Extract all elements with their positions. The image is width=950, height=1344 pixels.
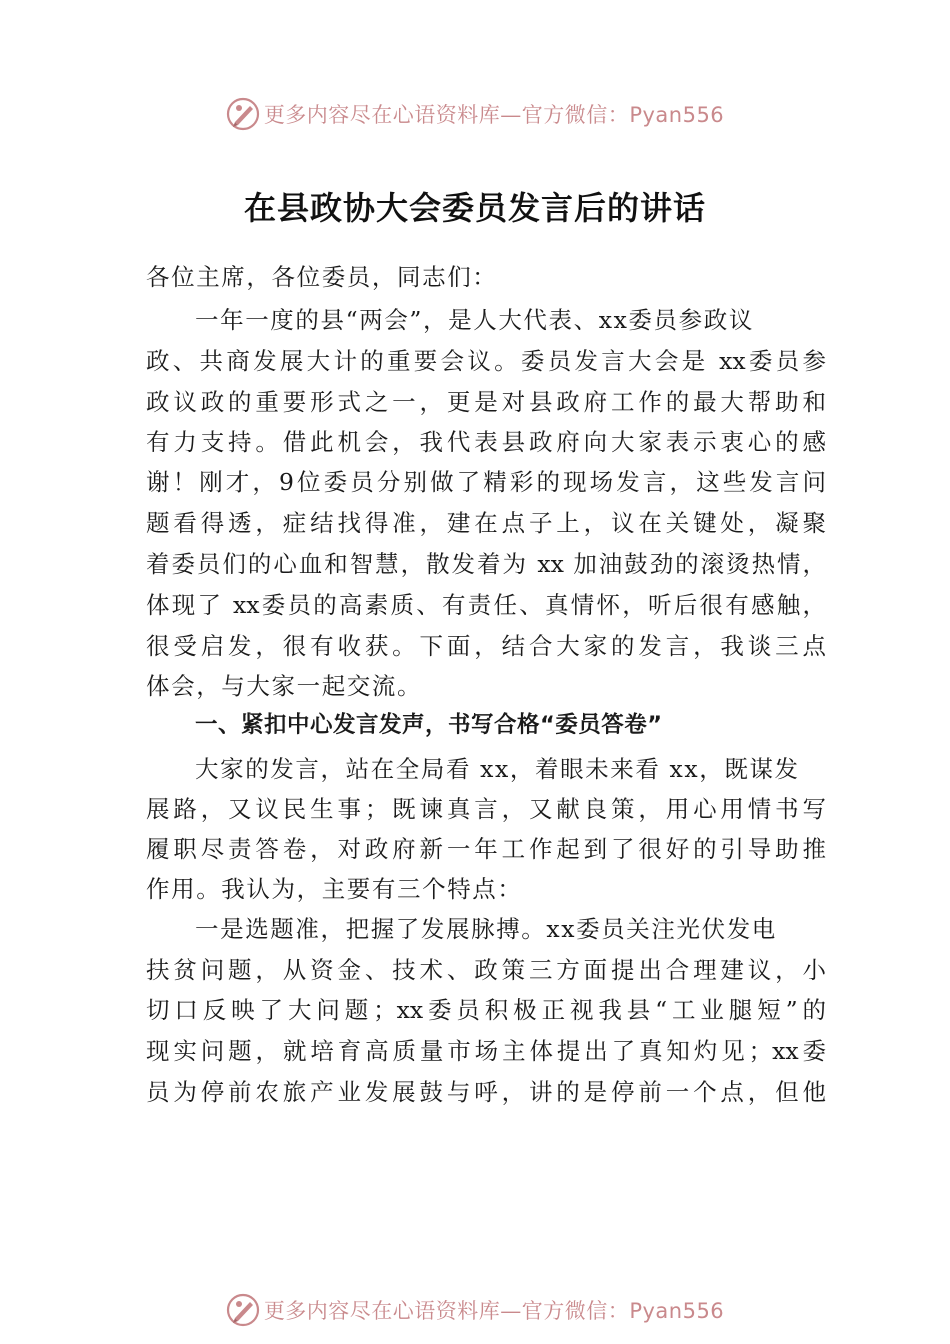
paragraph-line: 体现了 xx委员的高素质、有责任、真情怀，听后很有感触， bbox=[146, 591, 826, 619]
paragraph-line: 切口反映了大问题；xx委员积极正视我县“工业腿短”的 bbox=[146, 996, 826, 1024]
paragraph-line: 一是选题准，把握了发展脉搏。xx委员关注光伏发电 bbox=[195, 915, 777, 943]
paragraph-line: 现实问题，就培育高质量市场主体提出了真知灼见；xx委 bbox=[146, 1037, 826, 1065]
paragraph-line: 一年一度的县“两会”，是人大代表、xx委员参政议 bbox=[195, 306, 754, 334]
paragraph-line: 政、共商发展大计的重要会议。委员发言大会是 xx委员参 bbox=[146, 347, 826, 375]
paragraph-line: 政议政的重要形式之一，更是对县政府工作的最大帮助和 bbox=[146, 388, 826, 416]
paragraph-line: 展路，又议民生事；既谏真言，又献良策，用心用情书写 bbox=[146, 795, 826, 823]
paragraph-line: 有力支持。借此机会，我代表县政府向大家表示衷心的感 bbox=[146, 428, 826, 456]
paragraph-line: 员为停前农旅产业发展鼓与呼，讲的是停前一个点，但他 bbox=[146, 1078, 826, 1106]
paragraph-line: 谢！刚才，9位委员分别做了精彩的现场发言，这些发言问 bbox=[146, 468, 826, 496]
wechat-id: Pyan556 bbox=[629, 103, 725, 127]
section-heading-1: 一、紧扣中心发言发声，书写合格“委员答卷” bbox=[195, 712, 663, 738]
footer-watermark bbox=[0, 1288, 950, 1332]
paragraph-line: 履职尽责答卷，对政府新一年工作起到了很好的引导助推 bbox=[146, 835, 826, 863]
paragraph-line: 体会，与大家一起交流。 bbox=[146, 672, 423, 700]
salutation-line: 各位主席，各位委员，同志们： bbox=[146, 263, 498, 291]
document-title: 在县政协大会委员发言后的讲话 bbox=[243, 189, 706, 227]
paragraph-line: 扶贫问题，从资金、技术、政策三方面提出合理建议，小 bbox=[146, 956, 826, 984]
wechat-id: Pyan556 bbox=[629, 1299, 725, 1323]
watermark-text: 更多内容尽在心语资料库—官方微信：Pyan556 bbox=[263, 103, 725, 127]
paragraph-line: 题看得透，症结找得准，建在点子上，议在关键处，凝聚 bbox=[146, 509, 826, 537]
pen-logo-icon bbox=[226, 97, 260, 131]
paragraph-line: 很受启发，很有收获。下面，结合大家的发言，我谈三点 bbox=[146, 632, 826, 660]
paragraph-line: 作用。我认为，主要有三个特点： bbox=[146, 875, 523, 903]
header-watermark bbox=[0, 92, 950, 136]
paragraph-line: 大家的发言，站在全局看 xx，着眼未来看 xx，既谋发 bbox=[195, 755, 800, 783]
paragraph-line: 着委员们的心血和智慧，散发着为 xx 加油鼓劲的滚烫热情， bbox=[146, 550, 826, 578]
watermark-text: 更多内容尽在心语资料库—官方微信：Pyan556 bbox=[263, 1299, 725, 1323]
pen-logo-icon bbox=[226, 1293, 260, 1327]
